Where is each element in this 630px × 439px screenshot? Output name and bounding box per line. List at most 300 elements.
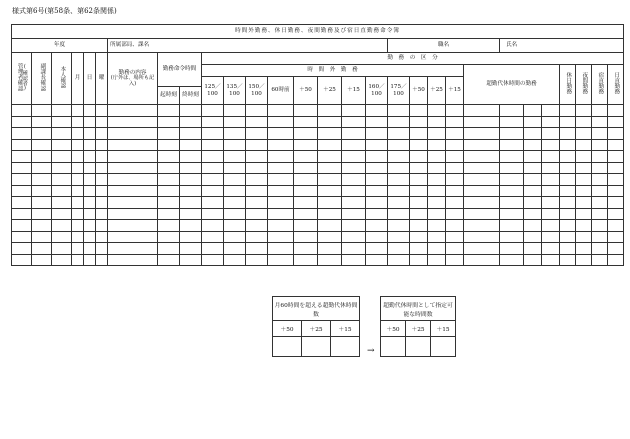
table-cell[interactable] bbox=[542, 128, 560, 140]
table-cell[interactable] bbox=[268, 151, 294, 163]
table-cell[interactable] bbox=[294, 197, 318, 209]
table-cell[interactable] bbox=[12, 105, 32, 117]
table-cell[interactable] bbox=[32, 105, 52, 117]
table-cell[interactable] bbox=[342, 220, 366, 232]
table-cell[interactable] bbox=[72, 254, 84, 266]
table-cell[interactable] bbox=[542, 174, 560, 186]
table-cell[interactable] bbox=[464, 197, 500, 209]
table-cell[interactable] bbox=[224, 174, 246, 186]
table-cell[interactable] bbox=[318, 151, 342, 163]
table-cell[interactable] bbox=[246, 128, 268, 140]
table-cell[interactable] bbox=[560, 185, 576, 197]
table-cell[interactable] bbox=[246, 151, 268, 163]
table-cell[interactable] bbox=[72, 116, 84, 128]
table-cell[interactable] bbox=[410, 231, 428, 243]
table-cell[interactable] bbox=[592, 174, 608, 186]
table-cell[interactable] bbox=[158, 128, 180, 140]
table-cell[interactable] bbox=[524, 151, 542, 163]
table-cell[interactable] bbox=[52, 105, 72, 117]
table-cell[interactable] bbox=[560, 254, 576, 266]
table-cell[interactable] bbox=[180, 197, 202, 209]
table-cell[interactable] bbox=[32, 116, 52, 128]
table-cell[interactable] bbox=[52, 174, 72, 186]
table-cell[interactable] bbox=[388, 185, 410, 197]
table-cell[interactable] bbox=[608, 197, 624, 209]
table-cell[interactable] bbox=[224, 254, 246, 266]
table-cell[interactable] bbox=[84, 139, 96, 151]
excess-plus25-value[interactable] bbox=[302, 337, 331, 357]
table-cell[interactable] bbox=[318, 231, 342, 243]
table-cell[interactable] bbox=[428, 105, 446, 117]
table-cell[interactable] bbox=[500, 231, 524, 243]
table-cell[interactable] bbox=[608, 208, 624, 220]
table-cell[interactable] bbox=[388, 197, 410, 209]
table-cell[interactable] bbox=[294, 139, 318, 151]
table-cell[interactable] bbox=[12, 162, 32, 174]
table-cell[interactable] bbox=[12, 151, 32, 163]
table-cell[interactable] bbox=[542, 243, 560, 255]
table-cell[interactable] bbox=[560, 162, 576, 174]
table-cell[interactable] bbox=[428, 151, 446, 163]
table-cell[interactable] bbox=[318, 105, 342, 117]
table-cell[interactable] bbox=[446, 231, 464, 243]
table-cell[interactable] bbox=[560, 243, 576, 255]
table-cell[interactable] bbox=[560, 197, 576, 209]
table-cell[interactable] bbox=[524, 185, 542, 197]
table-cell[interactable] bbox=[428, 139, 446, 151]
table-cell[interactable] bbox=[318, 243, 342, 255]
table-cell[interactable] bbox=[318, 208, 342, 220]
table-cell[interactable] bbox=[428, 128, 446, 140]
table-cell[interactable] bbox=[158, 220, 180, 232]
table-cell[interactable] bbox=[464, 254, 500, 266]
table-cell[interactable] bbox=[608, 116, 624, 128]
table-cell[interactable] bbox=[428, 116, 446, 128]
table-cell[interactable] bbox=[524, 128, 542, 140]
table-cell[interactable] bbox=[180, 105, 202, 117]
table-cell[interactable] bbox=[592, 231, 608, 243]
table-cell[interactable] bbox=[500, 208, 524, 220]
table-cell[interactable] bbox=[500, 151, 524, 163]
designatable-plus25-value[interactable] bbox=[406, 337, 431, 357]
excess-plus50-value[interactable] bbox=[273, 337, 302, 357]
table-cell[interactable] bbox=[224, 220, 246, 232]
table-cell[interactable] bbox=[560, 174, 576, 186]
table-cell[interactable] bbox=[464, 162, 500, 174]
table-cell[interactable] bbox=[72, 185, 84, 197]
table-cell[interactable] bbox=[524, 231, 542, 243]
table-cell[interactable] bbox=[542, 254, 560, 266]
table-cell[interactable] bbox=[388, 208, 410, 220]
table-cell[interactable] bbox=[342, 139, 366, 151]
table-cell[interactable] bbox=[52, 185, 72, 197]
table-cell[interactable] bbox=[202, 139, 224, 151]
table-cell[interactable] bbox=[108, 208, 158, 220]
table-cell[interactable] bbox=[446, 243, 464, 255]
table-cell[interactable] bbox=[428, 174, 446, 186]
table-cell[interactable] bbox=[560, 128, 576, 140]
table-cell[interactable] bbox=[158, 231, 180, 243]
table-cell[interactable] bbox=[246, 185, 268, 197]
table-cell[interactable] bbox=[366, 185, 388, 197]
table-cell[interactable] bbox=[410, 116, 428, 128]
table-cell[interactable] bbox=[202, 128, 224, 140]
table-cell[interactable] bbox=[318, 174, 342, 186]
table-cell[interactable] bbox=[318, 128, 342, 140]
table-cell[interactable] bbox=[180, 116, 202, 128]
table-cell[interactable] bbox=[388, 105, 410, 117]
table-cell[interactable] bbox=[202, 231, 224, 243]
table-cell[interactable] bbox=[224, 208, 246, 220]
table-cell[interactable] bbox=[84, 174, 96, 186]
table-cell[interactable] bbox=[12, 185, 32, 197]
table-cell[interactable] bbox=[318, 254, 342, 266]
table-cell[interactable] bbox=[500, 128, 524, 140]
table-cell[interactable] bbox=[180, 151, 202, 163]
table-cell[interactable] bbox=[224, 105, 246, 117]
table-cell[interactable] bbox=[52, 254, 72, 266]
table-cell[interactable] bbox=[52, 128, 72, 140]
table-cell[interactable] bbox=[388, 151, 410, 163]
table-cell[interactable] bbox=[342, 105, 366, 117]
table-cell[interactable] bbox=[72, 128, 84, 140]
table-cell[interactable] bbox=[464, 128, 500, 140]
table-cell[interactable] bbox=[12, 254, 32, 266]
table-cell[interactable] bbox=[560, 220, 576, 232]
table-cell[interactable] bbox=[32, 128, 52, 140]
table-cell[interactable] bbox=[72, 220, 84, 232]
table-cell[interactable] bbox=[500, 139, 524, 151]
table-cell[interactable] bbox=[524, 243, 542, 255]
table-cell[interactable] bbox=[12, 139, 32, 151]
table-cell[interactable] bbox=[410, 151, 428, 163]
table-cell[interactable] bbox=[446, 174, 464, 186]
table-cell[interactable] bbox=[96, 254, 108, 266]
table-cell[interactable] bbox=[366, 116, 388, 128]
table-cell[interactable] bbox=[542, 105, 560, 117]
table-cell[interactable] bbox=[318, 162, 342, 174]
table-cell[interactable] bbox=[500, 220, 524, 232]
table-cell[interactable] bbox=[180, 128, 202, 140]
table-cell[interactable] bbox=[576, 243, 592, 255]
table-cell[interactable] bbox=[96, 128, 108, 140]
table-cell[interactable] bbox=[72, 231, 84, 243]
table-cell[interactable] bbox=[524, 162, 542, 174]
table-cell[interactable] bbox=[318, 197, 342, 209]
table-cell[interactable] bbox=[592, 116, 608, 128]
table-cell[interactable] bbox=[592, 243, 608, 255]
table-cell[interactable] bbox=[428, 243, 446, 255]
table-cell[interactable] bbox=[268, 185, 294, 197]
table-cell[interactable] bbox=[158, 174, 180, 186]
designatable-plus15-value[interactable] bbox=[431, 337, 456, 357]
table-cell[interactable] bbox=[96, 185, 108, 197]
table-cell[interactable] bbox=[342, 197, 366, 209]
table-cell[interactable] bbox=[318, 116, 342, 128]
table-cell[interactable] bbox=[318, 220, 342, 232]
table-cell[interactable] bbox=[32, 185, 52, 197]
table-cell[interactable] bbox=[52, 243, 72, 255]
table-cell[interactable] bbox=[158, 139, 180, 151]
table-cell[interactable] bbox=[446, 139, 464, 151]
table-cell[interactable] bbox=[268, 197, 294, 209]
table-cell[interactable] bbox=[52, 162, 72, 174]
table-cell[interactable] bbox=[224, 151, 246, 163]
table-cell[interactable] bbox=[410, 128, 428, 140]
table-cell[interactable] bbox=[202, 197, 224, 209]
table-cell[interactable] bbox=[524, 139, 542, 151]
table-cell[interactable] bbox=[32, 231, 52, 243]
table-cell[interactable] bbox=[202, 174, 224, 186]
table-cell[interactable] bbox=[158, 151, 180, 163]
table-cell[interactable] bbox=[108, 139, 158, 151]
table-cell[interactable] bbox=[410, 185, 428, 197]
table-cell[interactable] bbox=[500, 116, 524, 128]
table-cell[interactable] bbox=[410, 174, 428, 186]
table-cell[interactable] bbox=[268, 174, 294, 186]
table-cell[interactable] bbox=[428, 231, 446, 243]
table-cell[interactable] bbox=[342, 174, 366, 186]
table-cell[interactable] bbox=[524, 208, 542, 220]
table-cell[interactable] bbox=[180, 174, 202, 186]
table-cell[interactable] bbox=[500, 243, 524, 255]
table-cell[interactable] bbox=[366, 162, 388, 174]
table-cell[interactable] bbox=[108, 128, 158, 140]
table-cell[interactable] bbox=[592, 139, 608, 151]
table-cell[interactable] bbox=[464, 208, 500, 220]
table-cell[interactable] bbox=[464, 116, 500, 128]
table-cell[interactable] bbox=[108, 254, 158, 266]
table-cell[interactable] bbox=[268, 128, 294, 140]
table-cell[interactable] bbox=[388, 254, 410, 266]
table-cell[interactable] bbox=[446, 151, 464, 163]
table-cell[interactable] bbox=[12, 231, 32, 243]
table-cell[interactable] bbox=[52, 197, 72, 209]
table-cell[interactable] bbox=[72, 174, 84, 186]
table-cell[interactable] bbox=[576, 139, 592, 151]
table-cell[interactable] bbox=[446, 116, 464, 128]
table-cell[interactable] bbox=[318, 185, 342, 197]
table-cell[interactable] bbox=[342, 254, 366, 266]
table-cell[interactable] bbox=[464, 151, 500, 163]
table-cell[interactable] bbox=[180, 208, 202, 220]
table-cell[interactable] bbox=[446, 185, 464, 197]
table-cell[interactable] bbox=[608, 151, 624, 163]
table-cell[interactable] bbox=[202, 254, 224, 266]
table-cell[interactable] bbox=[202, 208, 224, 220]
table-cell[interactable] bbox=[108, 116, 158, 128]
table-cell[interactable] bbox=[524, 105, 542, 117]
table-cell[interactable] bbox=[388, 231, 410, 243]
table-cell[interactable] bbox=[576, 197, 592, 209]
table-cell[interactable] bbox=[560, 116, 576, 128]
table-cell[interactable] bbox=[428, 220, 446, 232]
table-cell[interactable] bbox=[608, 185, 624, 197]
table-cell[interactable] bbox=[32, 174, 52, 186]
table-cell[interactable] bbox=[224, 197, 246, 209]
table-cell[interactable] bbox=[542, 197, 560, 209]
table-cell[interactable] bbox=[446, 128, 464, 140]
table-cell[interactable] bbox=[342, 162, 366, 174]
table-cell[interactable] bbox=[342, 231, 366, 243]
table-cell[interactable] bbox=[246, 254, 268, 266]
table-cell[interactable] bbox=[246, 220, 268, 232]
table-cell[interactable] bbox=[318, 139, 342, 151]
table-cell[interactable] bbox=[84, 116, 96, 128]
table-cell[interactable] bbox=[108, 243, 158, 255]
table-cell[interactable] bbox=[224, 116, 246, 128]
table-cell[interactable] bbox=[446, 208, 464, 220]
table-cell[interactable] bbox=[524, 220, 542, 232]
table-cell[interactable] bbox=[294, 243, 318, 255]
table-cell[interactable] bbox=[108, 105, 158, 117]
table-cell[interactable] bbox=[576, 231, 592, 243]
table-cell[interactable] bbox=[246, 208, 268, 220]
table-cell[interactable] bbox=[202, 105, 224, 117]
table-cell[interactable] bbox=[268, 243, 294, 255]
table-cell[interactable] bbox=[96, 208, 108, 220]
table-cell[interactable] bbox=[576, 116, 592, 128]
table-cell[interactable] bbox=[246, 105, 268, 117]
table-cell[interactable] bbox=[576, 128, 592, 140]
table-cell[interactable] bbox=[268, 231, 294, 243]
table-cell[interactable] bbox=[180, 220, 202, 232]
table-cell[interactable] bbox=[84, 185, 96, 197]
table-cell[interactable] bbox=[52, 116, 72, 128]
table-cell[interactable] bbox=[388, 220, 410, 232]
table-cell[interactable] bbox=[158, 116, 180, 128]
table-cell[interactable] bbox=[366, 151, 388, 163]
table-cell[interactable] bbox=[72, 162, 84, 174]
table-cell[interactable] bbox=[158, 208, 180, 220]
table-cell[interactable] bbox=[52, 220, 72, 232]
table-cell[interactable] bbox=[12, 220, 32, 232]
table-cell[interactable] bbox=[524, 254, 542, 266]
table-cell[interactable] bbox=[576, 254, 592, 266]
table-cell[interactable] bbox=[410, 243, 428, 255]
table-cell[interactable] bbox=[246, 243, 268, 255]
table-cell[interactable] bbox=[108, 197, 158, 209]
table-cell[interactable] bbox=[96, 243, 108, 255]
table-cell[interactable] bbox=[342, 128, 366, 140]
table-cell[interactable] bbox=[224, 243, 246, 255]
table-cell[interactable] bbox=[500, 197, 524, 209]
excess-plus15-value[interactable] bbox=[331, 337, 360, 357]
table-cell[interactable] bbox=[366, 220, 388, 232]
table-cell[interactable] bbox=[592, 162, 608, 174]
table-cell[interactable] bbox=[388, 243, 410, 255]
table-cell[interactable] bbox=[446, 254, 464, 266]
table-cell[interactable] bbox=[84, 231, 96, 243]
table-cell[interactable] bbox=[158, 243, 180, 255]
table-cell[interactable] bbox=[524, 174, 542, 186]
table-cell[interactable] bbox=[342, 185, 366, 197]
table-cell[interactable] bbox=[180, 231, 202, 243]
table-cell[interactable] bbox=[366, 139, 388, 151]
table-cell[interactable] bbox=[608, 105, 624, 117]
table-cell[interactable] bbox=[72, 208, 84, 220]
table-cell[interactable] bbox=[428, 185, 446, 197]
table-cell[interactable] bbox=[592, 208, 608, 220]
table-cell[interactable] bbox=[446, 197, 464, 209]
table-cell[interactable] bbox=[542, 151, 560, 163]
table-cell[interactable] bbox=[542, 231, 560, 243]
table-cell[interactable] bbox=[464, 243, 500, 255]
table-cell[interactable] bbox=[84, 151, 96, 163]
table-cell[interactable] bbox=[576, 185, 592, 197]
table-cell[interactable] bbox=[202, 185, 224, 197]
table-cell[interactable] bbox=[608, 231, 624, 243]
table-cell[interactable] bbox=[608, 128, 624, 140]
table-cell[interactable] bbox=[366, 208, 388, 220]
table-cell[interactable] bbox=[294, 208, 318, 220]
table-cell[interactable] bbox=[12, 128, 32, 140]
table-cell[interactable] bbox=[388, 139, 410, 151]
table-cell[interactable] bbox=[542, 220, 560, 232]
table-cell[interactable] bbox=[560, 105, 576, 117]
table-cell[interactable] bbox=[32, 139, 52, 151]
table-cell[interactable] bbox=[576, 151, 592, 163]
table-cell[interactable] bbox=[342, 243, 366, 255]
table-cell[interactable] bbox=[12, 243, 32, 255]
table-cell[interactable] bbox=[464, 231, 500, 243]
table-cell[interactable] bbox=[446, 162, 464, 174]
table-cell[interactable] bbox=[202, 151, 224, 163]
table-cell[interactable] bbox=[32, 162, 52, 174]
table-cell[interactable] bbox=[366, 231, 388, 243]
table-cell[interactable] bbox=[202, 243, 224, 255]
table-cell[interactable] bbox=[180, 162, 202, 174]
table-cell[interactable] bbox=[52, 208, 72, 220]
table-cell[interactable] bbox=[542, 185, 560, 197]
table-cell[interactable] bbox=[542, 116, 560, 128]
table-cell[interactable] bbox=[410, 220, 428, 232]
table-cell[interactable] bbox=[84, 162, 96, 174]
table-cell[interactable] bbox=[542, 139, 560, 151]
table-cell[interactable] bbox=[108, 162, 158, 174]
table-cell[interactable] bbox=[366, 197, 388, 209]
table-cell[interactable] bbox=[410, 254, 428, 266]
table-cell[interactable] bbox=[500, 185, 524, 197]
table-cell[interactable] bbox=[592, 197, 608, 209]
table-cell[interactable] bbox=[224, 185, 246, 197]
table-cell[interactable] bbox=[294, 116, 318, 128]
table-cell[interactable] bbox=[12, 116, 32, 128]
table-cell[interactable] bbox=[108, 185, 158, 197]
table-cell[interactable] bbox=[294, 151, 318, 163]
table-cell[interactable] bbox=[410, 197, 428, 209]
table-cell[interactable] bbox=[428, 162, 446, 174]
table-cell[interactable] bbox=[592, 128, 608, 140]
table-cell[interactable] bbox=[84, 220, 96, 232]
table-cell[interactable] bbox=[294, 185, 318, 197]
table-cell[interactable] bbox=[428, 197, 446, 209]
table-cell[interactable] bbox=[428, 254, 446, 266]
table-cell[interactable] bbox=[428, 208, 446, 220]
table-cell[interactable] bbox=[268, 254, 294, 266]
table-cell[interactable] bbox=[608, 243, 624, 255]
table-cell[interactable] bbox=[12, 174, 32, 186]
table-cell[interactable] bbox=[32, 208, 52, 220]
table-cell[interactable] bbox=[224, 128, 246, 140]
table-cell[interactable] bbox=[294, 162, 318, 174]
table-cell[interactable] bbox=[96, 162, 108, 174]
table-cell[interactable] bbox=[32, 243, 52, 255]
table-cell[interactable] bbox=[158, 162, 180, 174]
table-cell[interactable] bbox=[342, 151, 366, 163]
table-cell[interactable] bbox=[410, 162, 428, 174]
table-cell[interactable] bbox=[108, 231, 158, 243]
